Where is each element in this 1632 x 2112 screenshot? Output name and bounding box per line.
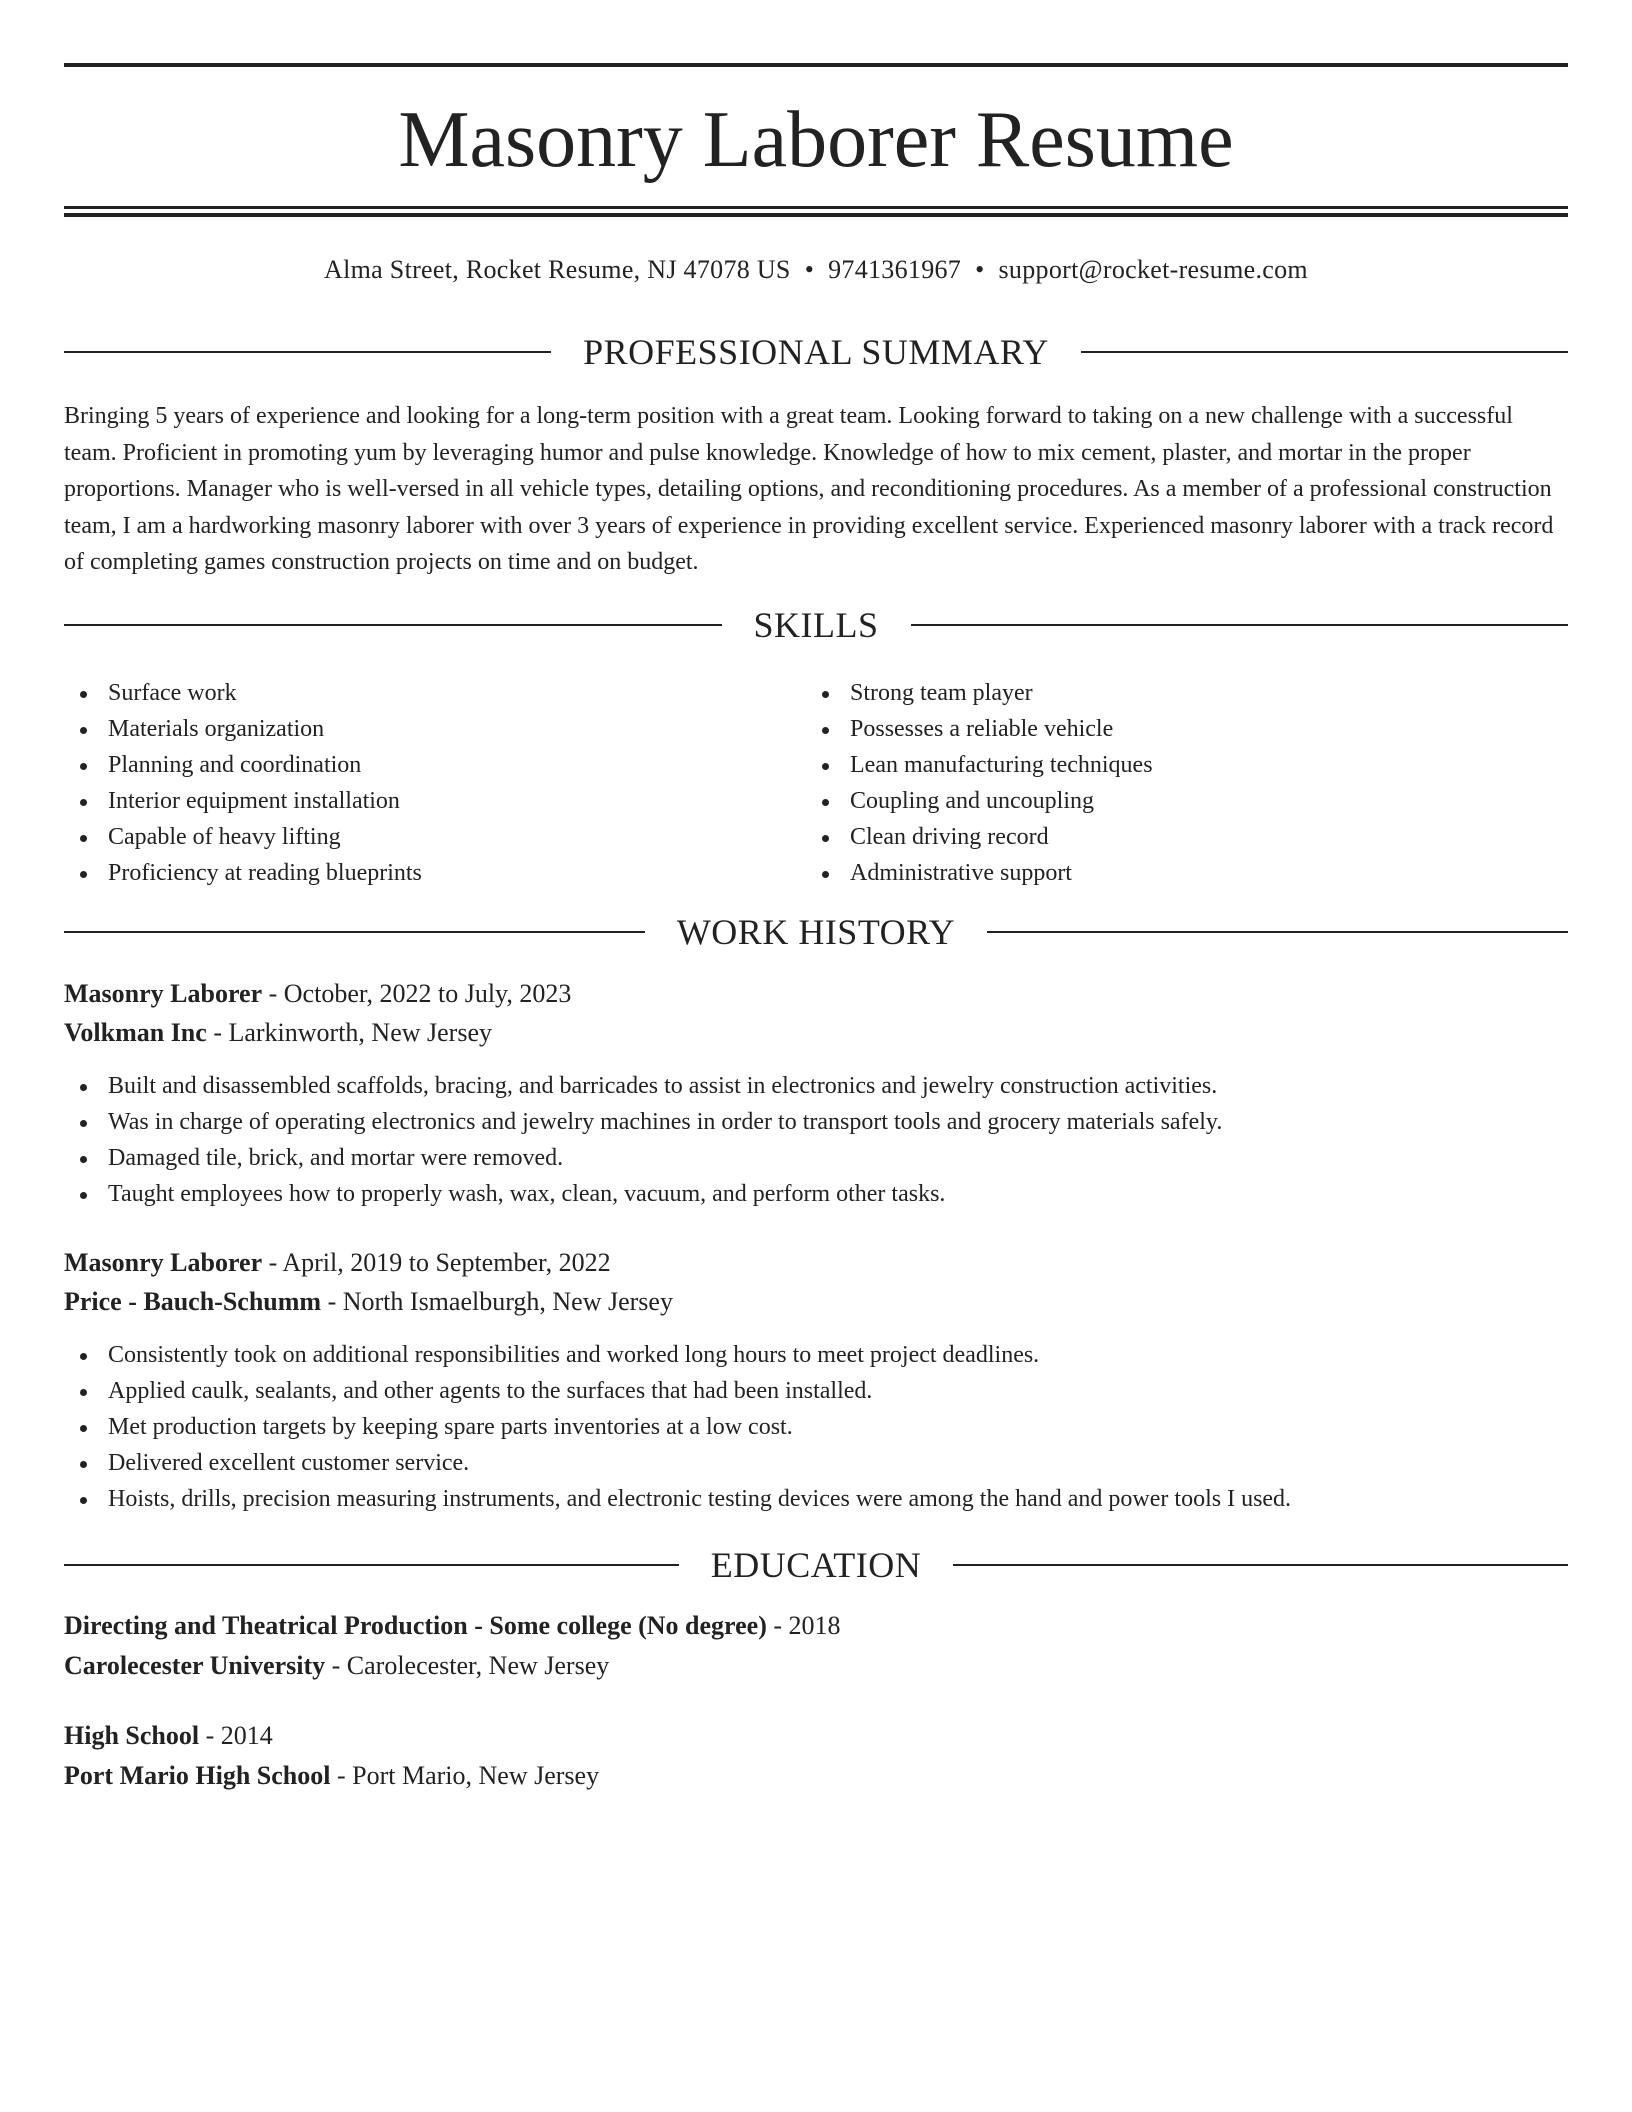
- section-title: EDUCATION: [710, 1545, 922, 1585]
- skills-list-left: [64, 675, 784, 891]
- section-rule: [64, 351, 551, 353]
- section-header-education: [64, 1543, 1568, 1587]
- job-title-line: [64, 975, 1568, 1013]
- education-degree-line: [64, 1717, 1568, 1755]
- education-year: - 2018: [766, 1611, 841, 1640]
- job-bullet: Delivered excellent customer service.: [64, 1445, 1568, 1481]
- summary-text: Bringing 5 years of experience and looking for a long-term position with a great team. Looking forward to taking on a new challenge with a successful team. Proficient in promoting yum by leveraging humor and pulse knowledge. Knowledge of how to mix cement, plaster, and mortar in the proper proportions. Manager who is well-versed in all vehicle types, detailing options, and reconditioning procedures. As a member of a professional construction team, I am a hardworking masonry laborer with over 3 years of experience in providing excellent service. Experienced masonry laborer with a track record of completing games construction projects on time and on budget.: [64, 403, 1554, 575]
- job-bullets: [64, 1337, 1568, 1517]
- skill-item: Strong team player: [806, 675, 1526, 711]
- job-title-line: [64, 1244, 1568, 1282]
- job-company: Price - Bauch-Schumm: [64, 1287, 322, 1316]
- job-bullet: Consistently took on additional responsibilities and worked long hours to meet project deadlines.: [64, 1337, 1568, 1373]
- education-degree-line: [64, 1607, 1568, 1645]
- education-school: Carolecester University: [64, 1651, 326, 1680]
- section-title: PROFESSIONAL SUMMARY: [583, 332, 1049, 372]
- job-bullet: Taught employees how to properly wash, wax, clean, vacuum, and perform other tasks.: [64, 1176, 1568, 1212]
- job-company-line: [64, 1283, 1568, 1321]
- contact-address: Alma Street, Rocket Resume, NJ 47078 US: [324, 255, 791, 284]
- skill-item: Materials organization: [64, 711, 784, 747]
- job-bullet: Built and disassembled scaffolds, bracing, and barricades to assist in electronics and jewelry construction activities.: [64, 1068, 1568, 1104]
- skills-list-right: [806, 675, 1526, 891]
- job-company: Volkman Inc: [64, 1018, 207, 1047]
- section-title: SKILLS: [753, 605, 879, 645]
- education-degree: Directing and Theatrical Production - Some college (No degree): [64, 1611, 767, 1640]
- section-rule: [1081, 351, 1568, 353]
- title-rule-lower: [64, 213, 1568, 217]
- skill-item: Administrative support: [806, 855, 1526, 891]
- education-degree: High School: [64, 1721, 200, 1750]
- skill-item: Coupling and uncoupling: [806, 783, 1526, 819]
- job-bullet: Applied caulk, sealants, and other agents to the surfaces that had been installed.: [64, 1373, 1568, 1409]
- contact-separator: •: [804, 255, 815, 284]
- job-dates: - October, 2022 to July, 2023: [262, 979, 572, 1008]
- education-location: - Carolecester, New Jersey: [325, 1651, 610, 1680]
- contact-phone[interactable]: 9741361967: [828, 255, 962, 284]
- top-rule: [64, 63, 1568, 67]
- section-rule: [911, 624, 1569, 626]
- job-location: - North Ismaelburgh, New Jersey: [321, 1287, 673, 1316]
- job-bullet: Damaged tile, brick, and mortar were removed.: [64, 1140, 1568, 1176]
- skill-item: Possesses a reliable vehicle: [806, 711, 1526, 747]
- education-year: - 2014: [199, 1721, 273, 1750]
- education-school: Port Mario High School: [64, 1761, 331, 1790]
- skill-item: Lean manufacturing techniques: [806, 747, 1526, 783]
- job-bullet: Was in charge of operating electronics and jewelry machines in order to transport tools and grocery materials safely.: [64, 1104, 1568, 1140]
- education-location: - Port Mario, New Jersey: [330, 1761, 600, 1790]
- section-rule: [64, 624, 722, 626]
- education-school-line: [64, 1647, 1568, 1685]
- skill-item: Capable of heavy lifting: [64, 819, 784, 855]
- contact-email[interactable]: support@rocket-resume.com: [998, 255, 1308, 284]
- section-rule: [64, 1564, 679, 1566]
- job-bullet: Met production targets by keeping spare parts inventories at a low cost.: [64, 1409, 1568, 1445]
- section-header-skills: [64, 603, 1568, 647]
- skill-item: Proficiency at reading blueprints: [64, 855, 784, 891]
- job-company-line: [64, 1014, 1568, 1052]
- job-bullets: [64, 1068, 1568, 1212]
- education-school-line: [64, 1757, 1568, 1795]
- section-rule: [987, 931, 1568, 933]
- skill-item: Surface work: [64, 675, 784, 711]
- section-rule: [64, 931, 645, 933]
- job-bullet: Hoists, drills, precision measuring instruments, and electronic testing devices were among the hand and power tools I used.: [64, 1481, 1568, 1517]
- skill-item: Clean driving record: [806, 819, 1526, 855]
- section-header-summary: [64, 330, 1568, 374]
- title-rule-upper: [64, 206, 1568, 209]
- job-dates: - April, 2019 to September, 2022: [262, 1248, 611, 1277]
- job-location: - Larkinworth, New Jersey: [206, 1018, 492, 1047]
- job-title: Masonry Laborer: [64, 1248, 263, 1277]
- section-header-work: [64, 910, 1568, 954]
- job-title: Masonry Laborer: [64, 979, 263, 1008]
- skill-item: Interior equipment installation: [64, 783, 784, 819]
- contact-separator: •: [975, 255, 985, 284]
- page-title: Masonry Laborer Resume: [398, 96, 1234, 184]
- skill-item: Planning and coordination: [64, 747, 784, 783]
- section-rule: [953, 1564, 1568, 1566]
- section-title: WORK HISTORY: [676, 912, 956, 952]
- contact-line: [64, 252, 1568, 288]
